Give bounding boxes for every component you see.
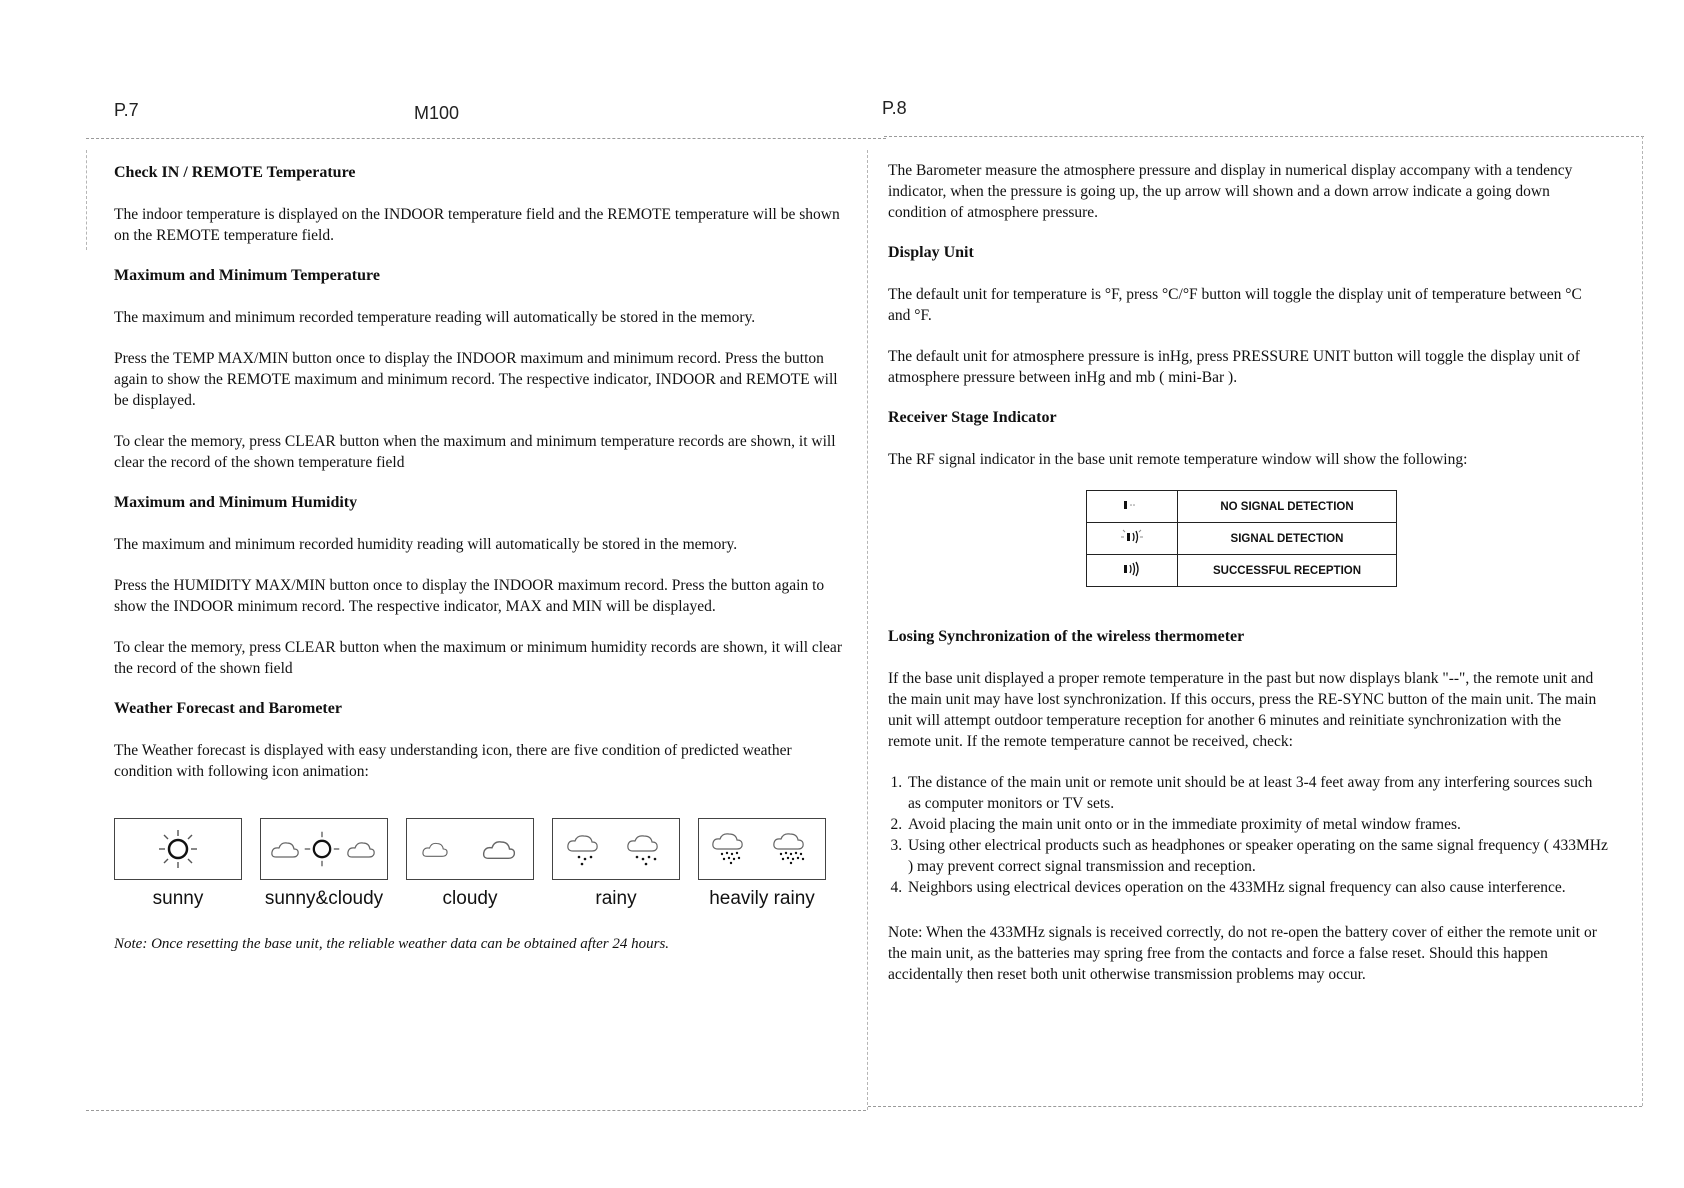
weather-caption: rainy xyxy=(595,888,637,909)
antenna-no-signal-icon xyxy=(1121,498,1143,512)
weather-cloudy xyxy=(406,818,534,910)
weather-caption: sunny&cloudy xyxy=(264,888,384,909)
list-item: 3. Using other electrical products such as headphones or speaker operating on the same signal frequency ( 433MHz ) may prevent correct signal transmission and reception. xyxy=(906,835,1608,877)
cloud-icon xyxy=(270,837,300,861)
section-title-display-unit: Display Unit xyxy=(888,244,974,261)
cloud-icon xyxy=(479,835,519,863)
right-margin-rule xyxy=(1642,136,1643,1106)
battery-note: Note: When the 433MHz signals is received correctly, do not re-open the battery cover of either the remote unit or the main unit, as the batteries may spring free from the contacts and force a false reset. Should this happen accidentally then reset both unit otherwise transmission problems may occur. xyxy=(888,924,1597,983)
footer-rule-left xyxy=(86,1110,866,1111)
weather-caption: cloudy xyxy=(442,888,498,909)
weather-heavily-rainy xyxy=(698,818,826,910)
section-title-losing-sync: Losing Synchronization of the wireless thermometer xyxy=(888,628,1245,645)
left-page-number: P.7 xyxy=(114,100,139,120)
table-row xyxy=(1087,523,1397,555)
paragraph: If the base unit displayed a proper remote temperature in the past but now displays blank "--", the remote unit and the main unit may have lost synchronization. If this occurs, press the RE-SYNC button of the main unit. The main unit will attempt outdoor temperature reception for another 6 minutes and reinitiate synchronization with the remote unit. If the remote temperature cannot be received, check: xyxy=(888,670,1597,750)
header-rule-left xyxy=(86,138,886,139)
header-rule-right xyxy=(884,136,1644,137)
paragraph: The Weather forecast is displayed with easy understanding icon, there are five condition of predicted weather condition with following icon animation: xyxy=(114,742,792,780)
center-fold-rule xyxy=(867,150,868,1110)
left-page xyxy=(114,163,852,975)
list-item: 4. Neighbors using electrical devices operation on the 433MHz signal frequency can also cause interference. xyxy=(906,877,1608,898)
paragraph: The Barometer measure the atmosphere pressure and display in numerical display accompany with a tendency indicator, when the pressure is going up, the up arrow will shown and a down arrow indicate a going down condition of atmosphere pressure. xyxy=(888,162,1573,221)
footer-rule-right xyxy=(868,1106,1642,1107)
list-item: 2. Avoid placing the main unit onto or in the immediate proximity of metal window frames. xyxy=(906,814,1608,835)
model-name: M100 xyxy=(414,103,460,123)
section-title-receiver-stage: Receiver Stage Indicator xyxy=(888,409,1057,426)
paragraph: To clear the memory, press CLEAR button when the maximum or minimum humidity records are shown, it will clear the record of the shown field xyxy=(114,639,842,677)
list-item: 1. The distance of the main unit or remote unit should be at least 3-4 feet away from any interfering sources such as computer monitors or TV sets. xyxy=(906,772,1608,814)
signal-icon-cell xyxy=(1087,491,1178,523)
signal-icon-cell xyxy=(1087,555,1178,587)
weather-caption: sunny xyxy=(152,888,204,909)
section-title-in-remote-temp: Check IN / REMOTE Temperature xyxy=(114,164,356,181)
table-row xyxy=(1087,491,1397,523)
section-title-max-min-temp: Maximum and Minimum Temperature xyxy=(114,267,380,284)
rain-cloud-icon xyxy=(623,829,667,869)
weather-rainy xyxy=(552,818,680,910)
weather-icon-row xyxy=(114,818,852,910)
rain-cloud-icon xyxy=(565,829,605,869)
signal-label: SUCCESSFUL RECEPTION xyxy=(1178,555,1397,587)
paragraph: The RF signal indicator in the base unit remote temperature window will show the following: xyxy=(888,451,1468,468)
signal-label: NO SIGNAL DETECTION xyxy=(1178,491,1397,523)
paragraph: The maximum and minimum recorded temperature reading will automatically be stored in the memory. xyxy=(114,309,756,326)
sync-checklist xyxy=(888,772,1608,898)
signal-icon-cell xyxy=(1087,523,1178,555)
signal-label: SIGNAL DETECTION xyxy=(1178,523,1397,555)
cloud-icon xyxy=(421,838,449,860)
right-page-number: P.8 xyxy=(882,98,907,118)
weather-sunny-cloudy xyxy=(260,818,388,910)
paragraph: Press the TEMP MAX/MIN button once to display the INDOOR maximum and minimum record. Press the button again to show the REMOTE maximum and minimum record. The respective indicator, INDOOR and REMOTE will be displayed. xyxy=(114,350,838,409)
antenna-received-icon xyxy=(1121,561,1143,577)
paragraph: Press the HUMIDITY MAX/MIN button once to display the INDOOR maximum record. Press the button again to show the INDOOR minimum record. The respective indicator, MAX and MIN will be displayed. xyxy=(114,577,825,615)
left-margin-rule xyxy=(86,150,87,250)
antenna-detecting-icon xyxy=(1117,526,1147,548)
paragraph: To clear the memory, press CLEAR button when the maximum and minimum temperature records are shown, it will clear the record of the shown temperature field xyxy=(114,433,836,471)
right-page xyxy=(888,160,1608,1005)
section-title-weather-forecast: Weather Forecast and Barometer xyxy=(114,700,342,717)
cloud-icon xyxy=(344,837,378,861)
weather-caption: heavily rainy xyxy=(709,888,815,909)
heavy-rain-cloud-icon xyxy=(710,829,750,869)
paragraph: The default unit for temperature is °F, press °C/°F button will toggle the display unit of temperature between °C and °F. xyxy=(888,286,1582,324)
paragraph: The maximum and minimum recorded humidity reading will automatically be stored in the memory. xyxy=(114,536,738,553)
section-title-max-min-humidity: Maximum and Minimum Humidity xyxy=(114,494,358,511)
heavy-rain-cloud-icon xyxy=(768,829,814,869)
paragraph: The indoor temperature is displayed on the INDOOR temperature field and the REMOTE temperature will be shown on the REMOTE temperature field. xyxy=(114,206,840,244)
sun-icon xyxy=(156,827,200,871)
signal-indicator-table xyxy=(1086,490,1397,587)
sun-icon xyxy=(302,829,342,869)
weather-sunny xyxy=(114,818,242,910)
table-row xyxy=(1087,555,1397,587)
paragraph: The default unit for atmosphere pressure is inHg, press PRESSURE UNIT button will toggle the display unit of atmosphere pressure between inHg and mb ( mini-Bar ). xyxy=(888,348,1580,386)
reset-note: Note: Once resetting the base unit, the reliable weather data can be obtained after 24 hours. xyxy=(114,936,670,952)
